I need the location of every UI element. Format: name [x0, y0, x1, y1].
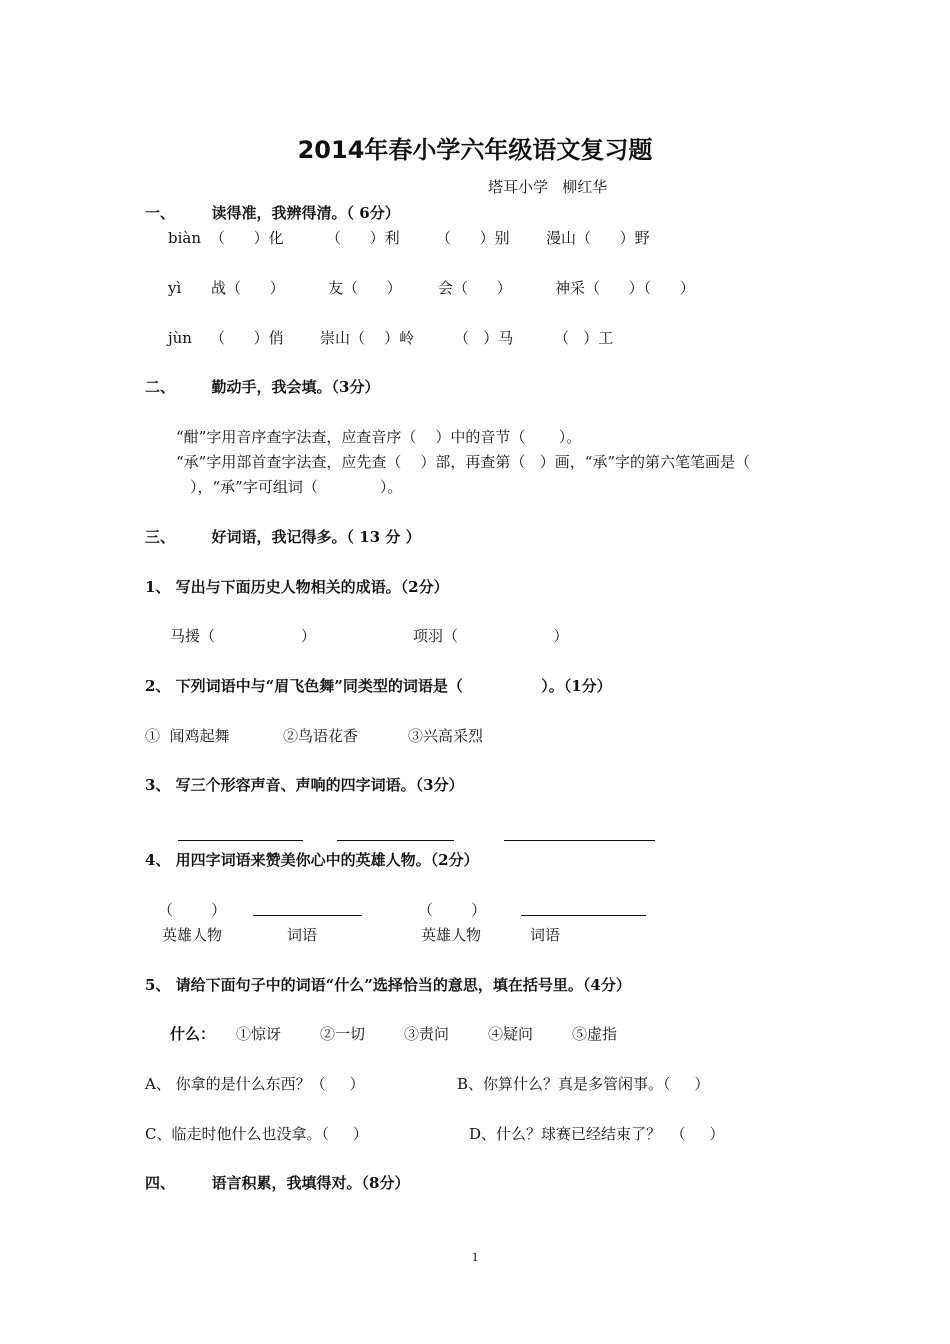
yi-item-2: 友（ ）	[328, 279, 402, 297]
q5-meaning-4: ④疑问	[488, 1025, 534, 1043]
s2-line-1: “酣”字用音序查字法查，应查音序（ ）中的音节（ ）。	[176, 428, 582, 446]
section-3-heading: 三、 好词语，我记得多。（ 13 分 ）	[145, 528, 421, 546]
q4-label-4: 词语	[530, 926, 561, 944]
q4-label-2: 词语	[287, 926, 318, 944]
jun-item-3: （ ）马	[454, 329, 514, 347]
yi-item-4: 神采（ ）（ ）	[555, 279, 695, 297]
q5-label: 什么：	[170, 1025, 216, 1043]
bian-item-1: （ ）化	[210, 229, 284, 247]
q3-text: 3、 写三个形容声音、声响的四字词语。（3分）	[145, 776, 464, 794]
q1-item-1: 马援（ ）	[170, 627, 316, 645]
jun-item-4: （ ）工	[554, 329, 614, 347]
q5-text: 5、 请给下面句子中的词语“什么”选择恰当的意思，填在括号里。（4分）	[145, 976, 631, 994]
q4-text: 4、 用四字词语来赞美你心中的英雄人物。（2分）	[145, 851, 479, 869]
bian-item-3: （ ）别	[436, 229, 510, 247]
q4-bracket-1: （ ）	[158, 901, 227, 919]
pinyin-jun: jùn	[168, 329, 192, 347]
pinyin-yi: yì	[168, 279, 182, 297]
q2-option-2: ②鸟语花香	[283, 727, 359, 745]
answer-line-1[interactable]	[178, 840, 303, 841]
q1-item-2: 项羽（ ）	[413, 627, 569, 645]
q5-meaning-3: ③责问	[404, 1025, 450, 1043]
section-2-heading: 二、 勤动手，我会填。（3分）	[145, 378, 380, 396]
q4-label-3: 英雄人物	[421, 926, 482, 944]
answer-line-3[interactable]	[504, 840, 655, 841]
author-line: 塔耳小学 柳红华	[488, 178, 608, 196]
q4-bracket-2: （ ）	[418, 901, 487, 919]
q5-sentence-b: B、你算什么？真是多管闲事。（ ）	[457, 1075, 710, 1093]
q5-meaning-5: ⑤虚指	[572, 1025, 618, 1043]
jun-item-1: （ ）俏	[210, 329, 284, 347]
yi-item-1: 战（ ）	[211, 279, 285, 297]
answer-line-4[interactable]	[253, 915, 362, 916]
s2-line-3: ），“承”字可组词（ ）。	[190, 478, 403, 496]
q5-sentence-a: A、 你拿的是什么东西？（ ）	[145, 1075, 365, 1093]
yi-item-3: 会（ ）	[438, 279, 512, 297]
q5-sentence-d: D、什么？球赛已经结束了？ （ ）	[469, 1125, 725, 1143]
q2-text: 2、 下列词语中与“眉飞色舞”同类型的词语是（ ）。（1分）	[145, 677, 612, 695]
bian-item-2: （ ）利	[326, 229, 400, 247]
q1-text: 1、 写出与下面历史人物相关的成语。（2分）	[145, 578, 449, 596]
q5-sentence-c: C、临走时他什么也没拿。（ ）	[145, 1125, 368, 1143]
page-title: 2014年春小学六年级语文复习题	[297, 136, 653, 164]
q5-meaning-2: ②一切	[320, 1025, 366, 1043]
page-number: 1	[471, 1249, 479, 1264]
section-1-heading: 一、 读得准，我辨得清。（ 6分）	[145, 204, 400, 222]
q5-meaning-1: ①惊讶	[236, 1025, 282, 1043]
q2-option-1: ① 闻鸡起舞	[145, 727, 230, 745]
s2-line-2: “承”字用部首查字法查，应先查（ ）部，再查第（ ）画，“承”字的第六笔笔画是（	[176, 453, 751, 471]
bian-item-4: 漫山（ ）野	[546, 229, 650, 247]
answer-line-2[interactable]	[337, 840, 454, 841]
q4-label-1: 英雄人物	[162, 926, 223, 944]
answer-line-5[interactable]	[521, 915, 646, 916]
jun-item-2: 崇山（ ）岭	[320, 329, 415, 347]
q2-option-3: ③兴高采烈	[408, 727, 484, 745]
section-4-heading: 四、 语言积累，我填得对。（8分）	[145, 1174, 410, 1192]
pinyin-bian: biàn	[168, 229, 202, 247]
